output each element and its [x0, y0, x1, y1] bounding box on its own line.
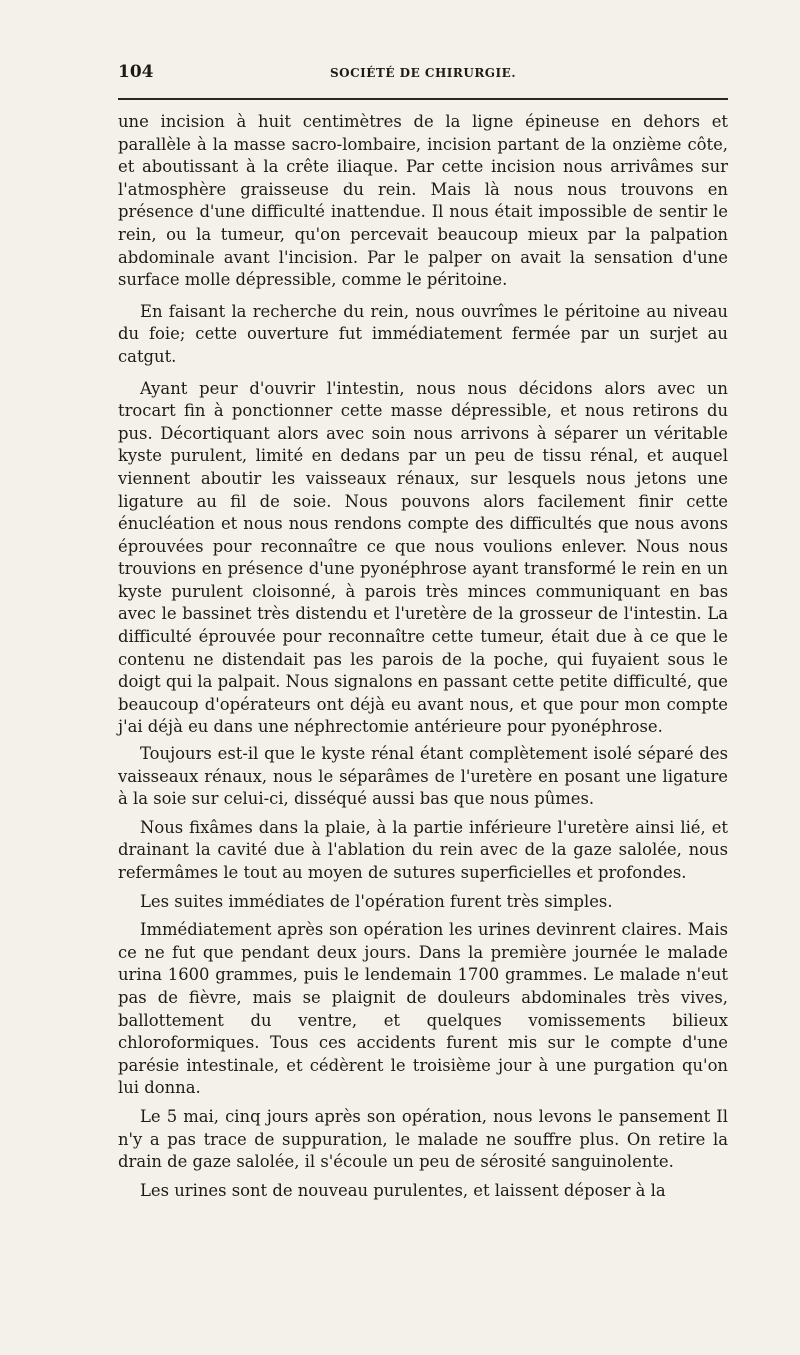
paragraph: Ayant peur d'ouvrir l'intestin, nous nous décidons alors avec un trocart fin à ponctionner cette masse dépressible, et nous retirons du pus. Décortiquant alors avec soin nous arrivons à séparer un véritable kyste purulent, limité en dedans par un peu de tissu rénal, et auquel viennent aboutir les vaisseaux rénaux, sur lesquels nous jetons une ligature au fil de soie. Nous pouvons alors facilement finir cette énucléation et nous nous rendons compte des difficultés que nous avons éprouvées pour reconnaître ce que nous voulions enlever. Nous nous trouvions en présence d'une pyonéphrose ayant transformé le rein en un kyste purulent cloisonné, à parois très minces communiquant en bas avec le bassinet très distendu et l'uretère de la grosseur de l'intestin. La difficulté éprouvée pour reconnaître cette tumeur, était due à ce que le contenu ne distendait pas les parois de la poche, qui fuyaient sous le doigt qui la palpait. Nous signalons en passant cette petite difficulté, que beaucoup d'opérateurs ont déjà eu avant nous, et que pour mon compte j'ai déjà eu dans une néphrectomie antérieure pour pyonéphrose.	[118, 378, 728, 737]
paragraph: Les suites immédiates de l'opération furent très simples.	[140, 891, 613, 911]
paragraph: En faisant la recherche du rein, nous ouvrîmes le péritoine au niveau du foie; cette ouverture fut immédiatement fermée par un surjet au catgut.	[118, 301, 728, 366]
running-title: SOCIÉTÉ DE CHIRURGIE.	[329, 66, 516, 80]
page-header	[118, 62, 728, 92]
paragraph: Le 5 mai, cinq jours après son opération, nous levons le pansement Il n'y a pas trace de suppuration, le malade ne souffre plus. On retire la drain de gaze salolée, il s'écoule un peu de sérosité sanguinolente.	[118, 1106, 728, 1172]
paragraph: Nous fixâmes dans la plaie, à la partie inférieure l'uretère ainsi lié, et drainant la cavité due à l'ablation du rein avec de la gaze salolée, nous refermâmes le tout au moyen de sutures superficielles et profondes.	[118, 817, 728, 882]
paragraph: une incision à huit centimètres de la ligne épineuse en dehors et parallèle à la masse sacro-lombaire, incision partant de la onzième côte, et aboutissant à la crête iliaque. Par cette incision nous arrivâmes sur l'atmosphère graisseuse du rein. Mais là nous nous trouvons en présence d'une difficulté inattendue. Il nous était impossible de sentir le rein, ou la tumeur, qu'on percevait beaucoup mieux par la palpation abdominale avant l'incision. Par le palper on avait la sensation d'une surface molle dépressible, comme le péritoine.	[118, 112, 728, 290]
paragraph: Les urines sont de nouveau purulentes, et laissent déposer à la	[140, 1180, 666, 1200]
page-number: 104	[118, 62, 154, 82]
header-rule	[118, 98, 728, 100]
body-text	[118, 111, 728, 1202]
paragraph: Toujours est-il que le kyste rénal étant complètement isolé séparé des vaisseaux rénaux, nous le séparâmes de l'uretère en posant une ligature à la soie sur celui-ci, disséqué aussi bas que nous pûmes.	[118, 744, 728, 809]
paragraph: Immédiatement après son opération les urines devinrent claires. Mais ce ne fut que pendant deux jours. Dans la première journée le malade urina 1600 grammes, puis le lendemain 1700 grammes. Le malade n'eut pas de fièvre, mais se plaignit de douleurs abdominales très vives, ballottement du ventre, et quelques vomissements bilieux chloroformiques. Tous ces accidents furent mis sur le compte d'une parésie intestinale, et cédèrent le troisième jour à une purgation qu'on lui donna.	[118, 920, 728, 1098]
